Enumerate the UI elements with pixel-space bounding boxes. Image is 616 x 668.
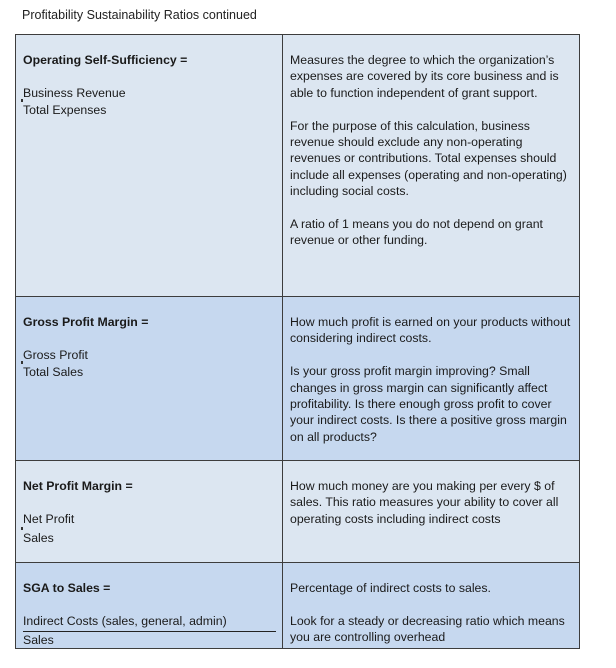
ratio-name: Gross Profit Margin = [23, 315, 149, 329]
description-paragraph: Percentage of indirect costs to sales. [290, 581, 491, 595]
ratios-table [15, 34, 580, 649]
ratio-name: Operating Self-Sufficiency = [23, 53, 188, 67]
ratio-description-cell [283, 297, 580, 461]
ratio-description-cell [283, 563, 580, 649]
ratio-name: SGA to Sales = [23, 581, 111, 595]
ratio-denominator [23, 364, 276, 380]
description-paragraph: Measures the degree to which the organization’s expenses are covered by its core business and is able to function independent of grant support. [290, 53, 559, 100]
ratio-denominator [23, 102, 276, 118]
ratio-name: Net Profit Margin = [23, 479, 133, 493]
description-paragraph: How much money are you making per every $ of sales. This ratio measures your ability to cover all operating costs including indirect costs [290, 479, 559, 526]
table-row [16, 461, 580, 563]
fraction-tick [21, 99, 23, 102]
ratio-numerator: Net Profit [23, 512, 75, 527]
ratio-denominator-label: Total Sales [23, 364, 84, 379]
ratio-numerator: Indirect Costs (sales, general, admin) [23, 613, 276, 631]
ratio-formula-cell [16, 563, 283, 649]
table-row [16, 297, 580, 461]
ratio-numerator: Gross Profit [23, 348, 88, 363]
ratio-formula-cell [16, 297, 283, 461]
ratio-denominator-label: Total Expenses [23, 102, 107, 117]
description-paragraph: Look for a steady or decreasing ratio which means you are controlling overhead [290, 613, 565, 645]
description-paragraph: How much profit is earned on your products without considering indirect costs. [290, 315, 571, 346]
ratio-description-cell [283, 461, 580, 563]
description-paragraph: A ratio of 1 means you do not depend on grant revenue or other funding. [290, 217, 543, 248]
description-paragraph: Is your gross profit margin improving? Small changes in gross margin can significantly affect profitability. Is there enough gross profit to cover your indirect costs. Is there a positive gross margin on all products? [290, 364, 567, 444]
ratio-denominator: Sales [23, 632, 54, 647]
ratio-formula-cell [16, 35, 283, 297]
description-paragraph: For the purpose of this calculation, business revenue should exclude any non-operating revenues or contributions. Total expenses should include all expenses (operating and non-operating) including social costs. [290, 118, 567, 199]
fraction-tick [21, 361, 23, 364]
table-row [16, 35, 580, 297]
ratio-formula-cell [16, 461, 283, 563]
table-row [16, 563, 580, 649]
ratio-denominator [23, 530, 276, 546]
fraction-tick [21, 527, 23, 530]
page-title: Profitability Sustainability Ratios continued [22, 8, 257, 22]
ratio-denominator-label: Sales [23, 530, 54, 545]
ratio-numerator: Business Revenue [23, 86, 126, 101]
ratio-description-cell [283, 35, 580, 297]
